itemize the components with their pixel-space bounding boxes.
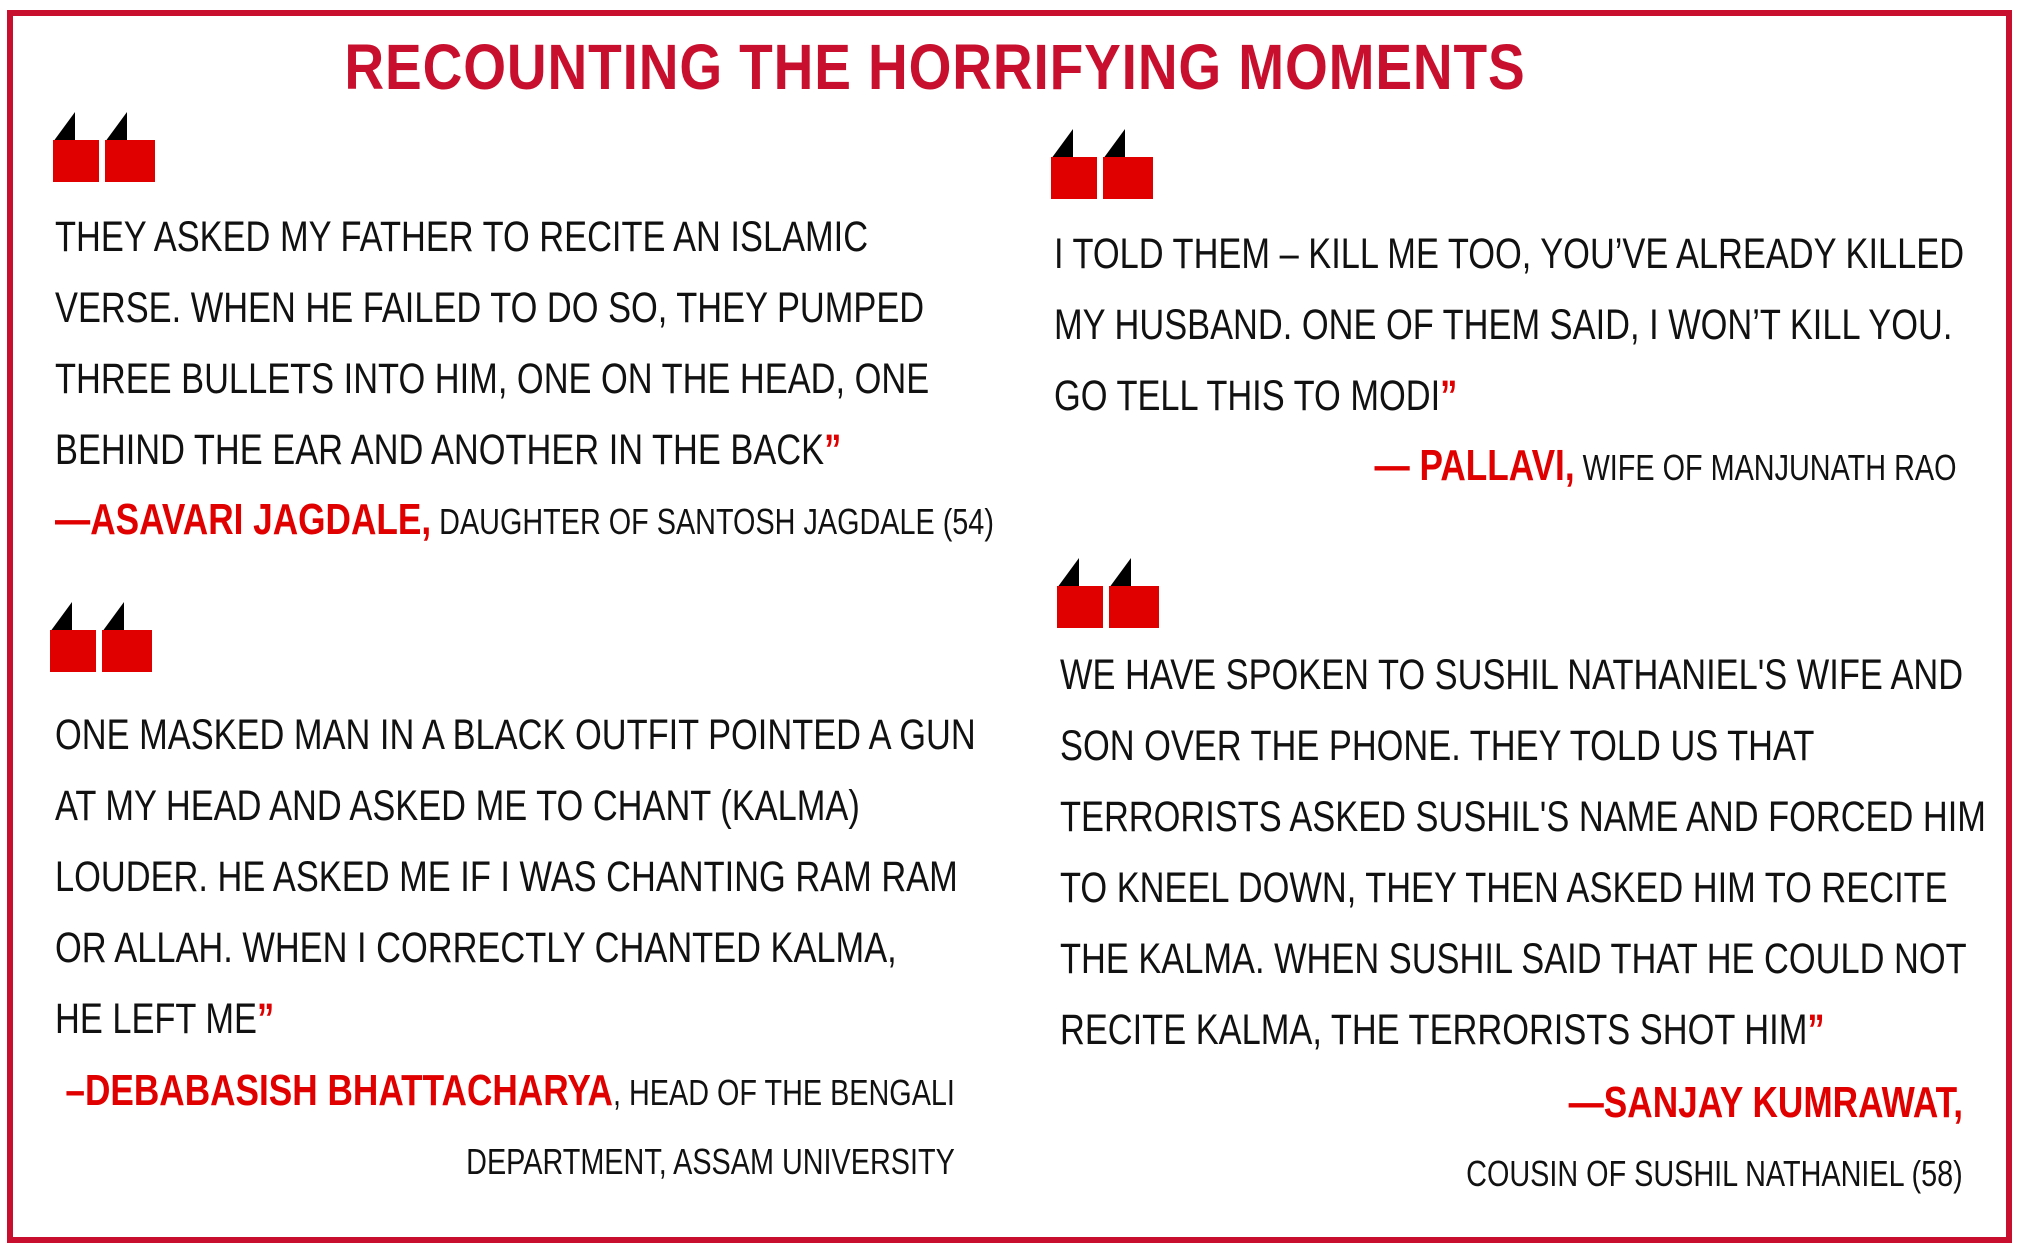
quote-text-2 <box>1054 219 1964 432</box>
quote-line <box>55 415 929 486</box>
attribution-3 <box>65 1066 955 1116</box>
closing-quote-mark: ” <box>1807 1006 1825 1054</box>
quote-line: LOUDER. HE ASKED ME IF I WAS CHANTING RAM RAM <box>55 853 958 901</box>
quote-line <box>55 984 976 1055</box>
page-title: RECOUNTING THE HORRIFYING MOMENTS <box>344 31 1526 103</box>
quote-line: WE HAVE SPOKEN TO SUSHIL NATHANIEL'S WIFE AND <box>1060 651 1964 699</box>
quote-line: TERRORISTS ASKED SUSHIL'S NAME AND FORCED HIM <box>1060 793 1986 841</box>
speaker-name: — PALLAVI, <box>1374 441 1575 490</box>
speaker-description: COUSIN OF SUSHIL NATHANIEL (58) <box>1466 1153 1963 1194</box>
quotation-mark-icon <box>53 112 157 182</box>
speaker-description: WIFE OF MANJUNATH RAO <box>1574 447 1956 488</box>
quote-line-text: RECITE KALMA, THE TERRORISTS SHOT HIM <box>1060 1006 1808 1054</box>
quote-line: I TOLD THEM – KILL ME TOO, YOU’VE ALREADY KILLED <box>1054 230 1965 278</box>
quote-line: AT MY HEAD AND ASKED ME TO CHANT (KALMA) <box>55 782 860 830</box>
quote-line <box>1054 361 1964 432</box>
quote-text-4 <box>1060 640 1986 1066</box>
speaker-description: , HEAD OF THE BENGALI <box>613 1072 955 1113</box>
quotation-mark-icon <box>50 602 154 672</box>
quote-text-3 <box>55 700 976 1055</box>
quote-line: THREE BULLETS INTO HIM, ONE ON THE HEAD, ONE <box>55 355 930 403</box>
closing-quote-mark: ” <box>1440 372 1458 420</box>
attribution-2 <box>1374 441 1956 491</box>
attribution-1 <box>55 495 994 545</box>
quote-line: SON OVER THE PHONE. THEY TOLD US THAT <box>1060 722 1815 770</box>
speaker-name: —ASAVARI JAGDALE, <box>55 495 432 544</box>
speaker-name: –DEBABASISH BHATTACHARYA <box>65 1066 614 1115</box>
quote-line <box>1060 995 1986 1066</box>
speaker-description: DEPARTMENT, ASSAM UNIVERSITY <box>466 1141 955 1182</box>
attribution-4 <box>1569 1078 1963 1128</box>
quote-line: TO KNEEL DOWN, THEY THEN ASKED HIM TO RECITE <box>1060 864 1948 912</box>
attribution-4-line-2 <box>1466 1153 1963 1195</box>
quotation-mark-icon <box>1057 558 1161 628</box>
quote-line-text: BEHIND THE EAR AND ANOTHER IN THE BACK <box>55 426 825 474</box>
attribution-3-line-2 <box>466 1141 955 1183</box>
closing-quote-mark: ” <box>824 426 842 474</box>
quote-line: THE KALMA. WHEN SUSHIL SAID THAT HE COULD NOT <box>1060 935 1967 983</box>
quotation-mark-icon <box>1051 129 1155 199</box>
quote-line: MY HUSBAND. ONE OF THEM SAID, I WON’T KILL YOU. <box>1054 301 1953 349</box>
quote-line: OR ALLAH. WHEN I CORRECTLY CHANTED KALMA, <box>55 924 897 972</box>
quote-text-1 <box>55 202 929 486</box>
quote-line: VERSE. WHEN HE FAILED TO DO SO, THEY PUMPED <box>55 284 925 332</box>
quote-line: THEY ASKED MY FATHER TO RECITE AN ISLAMIC <box>55 213 869 261</box>
closing-quote-mark: ” <box>256 995 275 1043</box>
quote-line: ONE MASKED MAN IN A BLACK OUTFIT POINTED A GUN <box>55 711 976 759</box>
quote-line-text: GO TELL THIS TO MODI <box>1054 372 1441 420</box>
speaker-description: DAUGHTER OF SANTOSH JAGDALE (54) <box>431 501 994 542</box>
speaker-name: —SANJAY KUMRAWAT, <box>1568 1078 1963 1127</box>
quote-line-text: HE LEFT ME <box>55 995 257 1043</box>
